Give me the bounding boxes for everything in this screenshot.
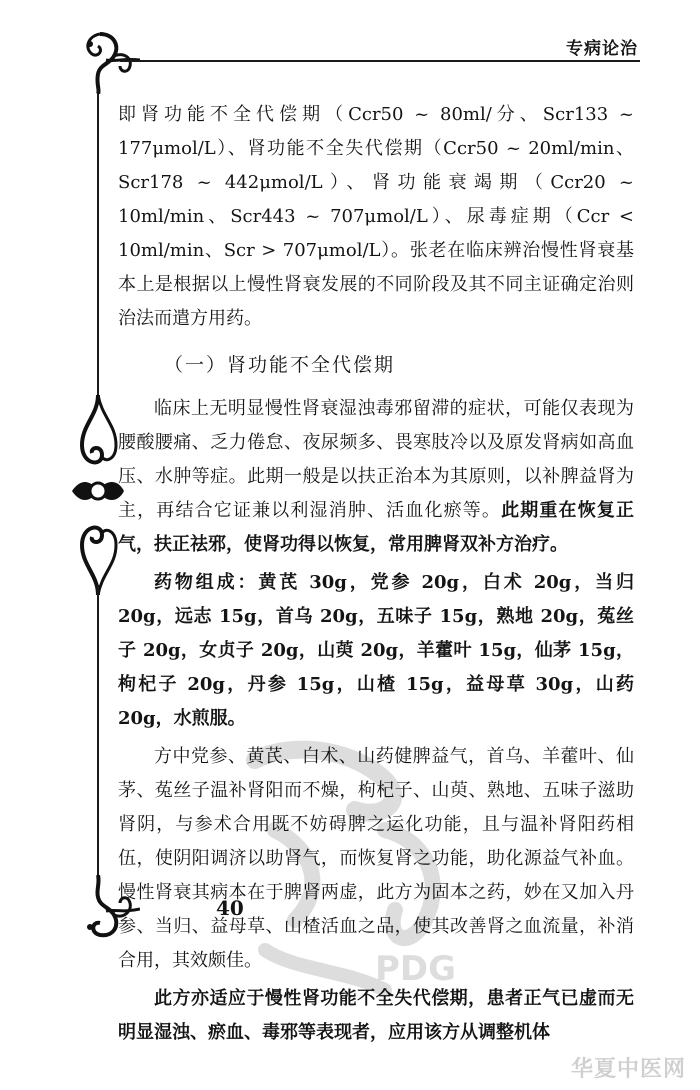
- seal-watermark-icon: [235, 740, 475, 1030]
- paragraph: 方中党参、黄芪、白术、山药健脾益气，首乌、羊藿叶、仙茅、菟丝子温补肾阳而不燥，枸杞子、山萸、熟地、五味子滋助肾阴，与参术合用既不妨碍脾之运化功能，且与温补肾阳药相伍，使阴阳调济以助肾气，而恢复肾之功能，助化源益气补血。慢性肾衰其病本在于脾肾两虚，此方为固本之药，妙在又加入丹参、当归、益母草、山楂活血之品，使其改善肾之血流量，补消合用，其效颇佳。: [118, 746, 634, 971]
- margin-rule: [97, 585, 99, 880]
- section-heading: （一）肾功能不全代偿期: [164, 354, 396, 376]
- margin-rule: [97, 88, 99, 398]
- paragraph-formula: 药物组成：黄芪 30g，党参 20g，白术 20g，当归 20g，远志 15g，首乌 20g，五味子 15g，熟地 20g，菟丝子 20g，女贞子 20g，山萸 20g，羊藿叶 15g，仙茅 15g，枸杞子 20g，丹参 15g，山楂 15g，益母草 30g，山药 20g，水煎服。: [118, 572, 634, 729]
- watermark-label: PDG: [375, 949, 457, 989]
- header-rule: [120, 60, 640, 62]
- paragraph: [118, 392, 634, 562]
- paragraph: 此方亦适应于慢性肾功能不全失代偿期，患者正气已虚而无明显湿浊、瘀血、毒邪等表现者，应用该方从调整机体: [118, 988, 634, 1043]
- paragraph-emphasis: 此期重在恢复正气，扶正祛邪，使肾功得以恢复，常用脾肾双补方治疗。: [118, 500, 635, 555]
- scroll-ornament-icon: [70, 30, 140, 94]
- site-watermark: 华夏中医网: [570, 1057, 686, 1082]
- running-head: 专病论治: [566, 39, 638, 59]
- paragraph: 即肾功能不全代偿期（Ccr50 ~ 80ml/分、Scr133 ~ 177μmol/L）、肾功能不全失代偿期（Ccr50 ~ 20ml/min、Scr178 ~ 442μmol/L）、肾功能衰竭期（Ccr20 ~ 10ml/min、Scr443 ~ 707μmol/L）、尿毒症期（Ccr < 10ml/min、Scr > 707μmol/L）。张老在临床辨治慢性肾衰基本上是根据以上慢性肾衰发展的不同阶段及其不同主证确定治则治法而遣方用药。: [118, 104, 634, 329]
- paragraph-text: 临床上无明显慢性肾衰湿浊毒邪留滞的症状，可能仅表现为腰酸腰痛、乏力倦怠、夜尿频多、畏寒肢冷以及原发肾病如高血压、水肿等症。此期一般是以扶正治本为其原则，以补脾益肾为主，再结合它证兼以利湿消肿、活血化瘀等。: [118, 398, 634, 521]
- page-number: 40: [216, 896, 244, 920]
